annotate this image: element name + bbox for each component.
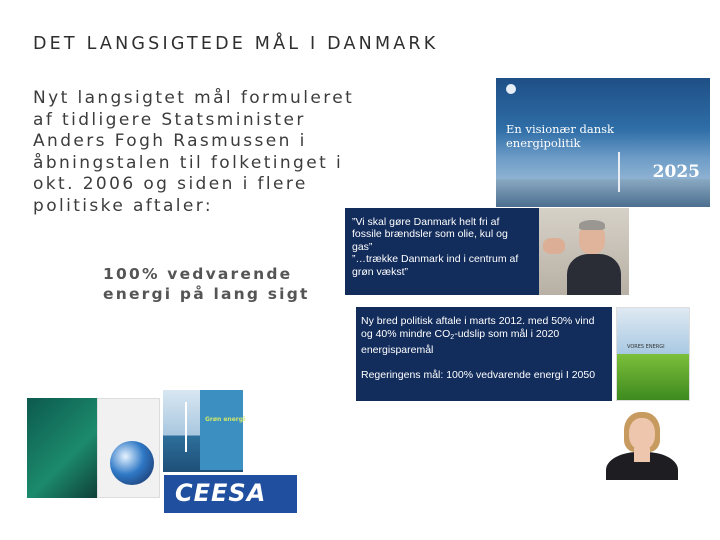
report-cover-green bbox=[27, 398, 97, 498]
quote-line: ”…trække Danmark ind i centrum af bbox=[352, 253, 519, 266]
policy-text bbox=[361, 315, 609, 381]
intro-line: Anders Fogh Rasmussen i bbox=[33, 131, 307, 151]
face-shape bbox=[629, 418, 655, 450]
neck-shape bbox=[634, 448, 650, 462]
portrait-photo-woman bbox=[596, 410, 688, 480]
report-sea bbox=[496, 179, 710, 207]
report-title-line1: En visionær dansk bbox=[506, 122, 614, 136]
policy-line2-before: og 40% mindre CO bbox=[361, 327, 451, 340]
goal-line: 100% vedvarende bbox=[103, 265, 293, 283]
slide-title: DET LANGSIGTEDE MÅL I DANMARK bbox=[33, 34, 439, 54]
report-cover-image bbox=[496, 78, 710, 207]
quote-line: grøn vækst” bbox=[352, 265, 409, 278]
quote-line: fossile brændsler som olie, kul og bbox=[352, 228, 508, 241]
hand-shape bbox=[543, 238, 565, 254]
spacer bbox=[361, 357, 609, 369]
portrait-photo-man bbox=[539, 208, 629, 295]
quote-line: gas” bbox=[352, 240, 373, 253]
globe-icon bbox=[110, 441, 154, 485]
turbine-icon bbox=[618, 152, 620, 192]
policy-line2-after: -udslip som mål i 2020 bbox=[454, 327, 560, 340]
co2-subscript: 2 bbox=[450, 333, 455, 341]
policy-line1: Ny bred politisk aftale i marts 2012. med 50% vind bbox=[361, 315, 595, 327]
policy-line4: Regeringens mål: 100% vedvarende energi I 2050 bbox=[361, 368, 596, 381]
goal-text bbox=[103, 264, 310, 304]
policy-line2 bbox=[361, 328, 609, 345]
ceesa-logo-text: CEESA bbox=[175, 479, 267, 507]
vores-label: VORES ENERGI bbox=[627, 344, 665, 350]
intro-line: åbningstalen til folketinget i bbox=[33, 152, 344, 173]
report-title-line2: energipolitik bbox=[506, 136, 581, 150]
quote-text bbox=[352, 216, 534, 278]
report-year: 2025 bbox=[652, 162, 700, 182]
green-energy-title: Grøn energi bbox=[205, 416, 246, 423]
intro-line: okt. 2006 og siden i flere bbox=[33, 174, 308, 194]
policy-line3: energisparemål bbox=[361, 344, 434, 356]
intro-line: politiske aftaler: bbox=[33, 195, 213, 216]
vores-energi-cover bbox=[616, 307, 690, 401]
intro-text bbox=[33, 88, 353, 217]
vores-grass bbox=[617, 354, 689, 400]
intro-line: af tidligere Statsminister bbox=[33, 109, 306, 130]
report-cover-green-energy bbox=[200, 390, 246, 470]
suit-shape bbox=[567, 254, 621, 295]
report-cover-globe bbox=[97, 398, 160, 498]
ministry-logo-icon bbox=[506, 84, 516, 94]
intro-line: Nyt langsigtet mål formuleret bbox=[33, 88, 355, 108]
goal-line: energi på lang sigt bbox=[103, 285, 310, 303]
quote-line: ”Vi skal gøre Danmark helt fri af bbox=[352, 216, 500, 228]
turbine-icon bbox=[185, 402, 187, 452]
hair-shape bbox=[579, 220, 605, 230]
